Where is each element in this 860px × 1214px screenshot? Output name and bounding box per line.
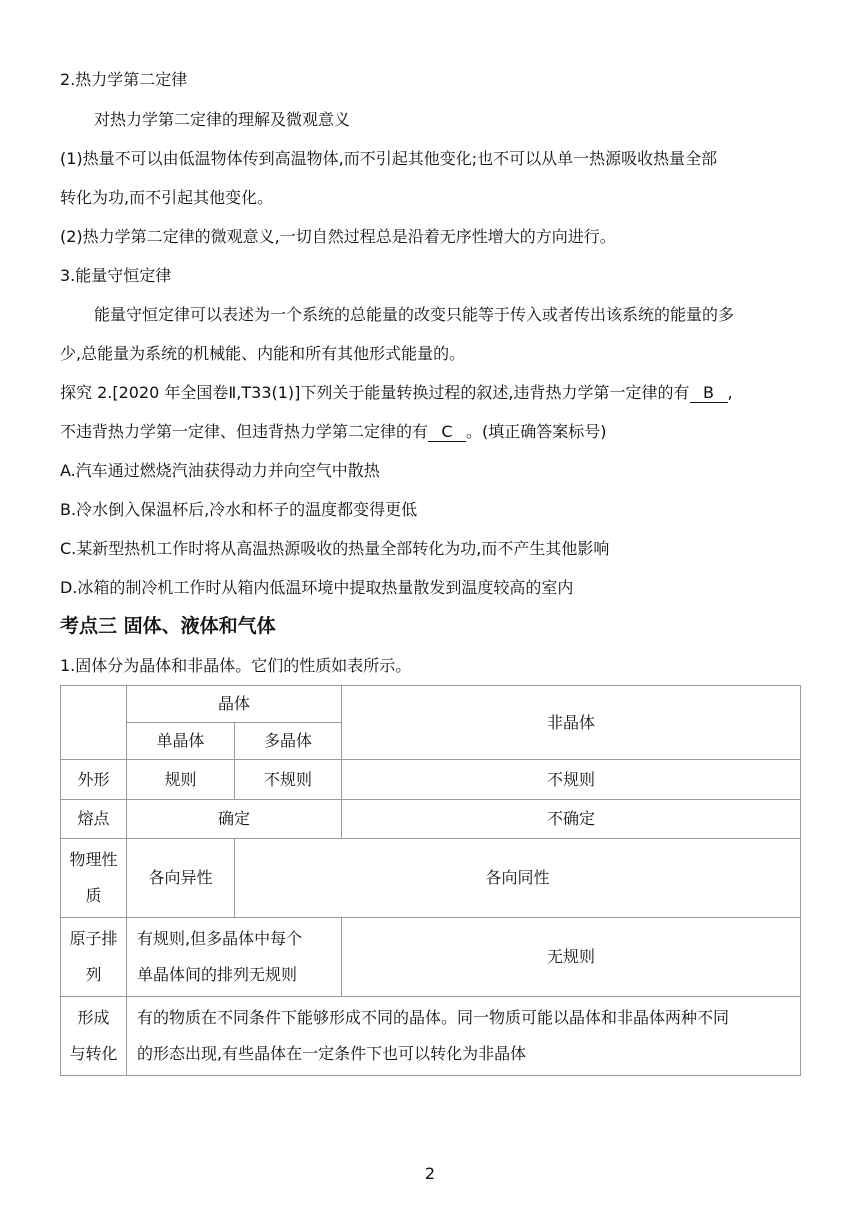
row-label-arrangement-line-1: 原子排 [69,929,118,948]
row-label-formation-line-1: 形成 [77,1008,110,1027]
option-a: A.汽车通过燃烧汽油获得动力并向空气中散热 [60,461,380,480]
header-polycrystal: 多晶体 [235,723,342,760]
table-row-arrangement [61,918,801,997]
formation-text-line-2: 的形态出现,有些晶体在一定条件下也可以转化为非晶体 [137,1044,527,1063]
row-label-physical [61,839,127,918]
shape-poly: 不规则 [235,760,342,800]
header-amorphous: 非晶体 [342,686,801,760]
melting-crystal: 确定 [127,800,342,839]
section-3-paragraph-line-2: 少,总能量为系统的机械能、内能和所有其他形式能量的。 [60,344,466,363]
arrangement-crystal [127,918,342,997]
row-label-physical-line-1: 物理性 [69,850,118,869]
table-corner-cell [61,686,127,760]
physical-rest: 各向同性 [235,839,801,918]
section-2-title: 2.热力学第二定律 [60,70,188,89]
table-row-melting [61,800,801,839]
section-2-paragraph-2: (2)热力学第二定律的微观意义,一切自然过程总是沿着无序性增大的方向进行。 [60,227,616,246]
header-single-crystal: 单晶体 [127,723,235,760]
topic-3-intro: 1.固体分为晶体和非晶体。它们的性质如表所示。 [60,656,412,675]
row-label-arrangement-line-2: 列 [85,965,102,984]
table-row-shape [61,760,801,800]
option-d: D.冰箱的制冷机工作时从箱内低温环境中提取热量散发到温度较高的室内 [60,578,574,597]
explore-question-suffix: , [727,383,733,402]
section-3-paragraph-line-1: 能量守恒定律可以表述为一个系统的总能量的改变只能等于传入或者传出该系统的能量的多 [94,305,735,324]
formation-text-line-1: 有的物质在不同条件下能够形成不同的晶体。同一物质可能以晶体和非晶体两种不同 [137,1008,730,1027]
arrangement-crystal-line-1: 有规则,但多晶体中每个 [137,929,303,948]
page-number: 2 [424,1164,436,1183]
explore-question-2-prefix: 不违背热力学第一定律、但违背热力学第二定律的有 [60,422,429,441]
formation-text [127,997,801,1076]
section-3-title: 3.能量守恒定律 [60,266,172,285]
shape-single: 规则 [127,760,235,800]
row-label-melting: 熔点 [61,800,127,839]
physical-single: 各向异性 [127,839,235,918]
explore-question-line-1 [60,383,733,403]
table-row-formation [61,997,801,1076]
arrangement-crystal-line-2: 单晶体间的排列无规则 [137,965,298,984]
answer-blank-2: C [428,423,466,442]
header-crystal: 晶体 [127,686,342,723]
shape-amorphous: 不规则 [342,760,801,800]
row-label-arrangement [61,918,127,997]
option-c: C.某新型热机工作时将从高温热源吸收的热量全部转化为功,而不产生其他影响 [60,539,610,558]
explore-question-line-2 [60,422,607,442]
row-label-formation [61,997,127,1076]
table-header-row-1 [61,686,801,723]
row-label-physical-line-2: 质 [85,886,102,905]
row-label-formation-line-2: 与转化 [69,1044,118,1063]
answer-blank-1: B [690,384,728,403]
table-row-physical [61,839,801,918]
arrangement-amorphous: 无规则 [342,918,801,997]
row-label-shape: 外形 [61,760,127,800]
option-b: B.冷水倒入保温杯后,冷水和杯子的温度都变得更低 [60,500,418,519]
section-2-paragraph-1-line-1: (1)热量不可以由低温物体传到高温物体,而不引起其他变化;也不可以从单一热源吸收热量全部 [60,149,718,168]
explore-question-prefix: 探究 2.[2020 年全国卷Ⅱ,T33(1)]下列关于能量转换过程的叙述,违背热力学第一定律的有 [60,383,690,402]
melting-amorphous: 不确定 [342,800,801,839]
topic-3-heading: 考点三 固体、液体和气体 [60,615,276,637]
solid-properties-table [60,685,801,1076]
section-2-subtitle: 对热力学第二定律的理解及微观意义 [94,110,351,129]
section-2-paragraph-1-line-2: 转化为功,而不引起其他变化。 [60,188,274,207]
explore-question-2-suffix: 。(填正确答案标号) [466,422,607,441]
